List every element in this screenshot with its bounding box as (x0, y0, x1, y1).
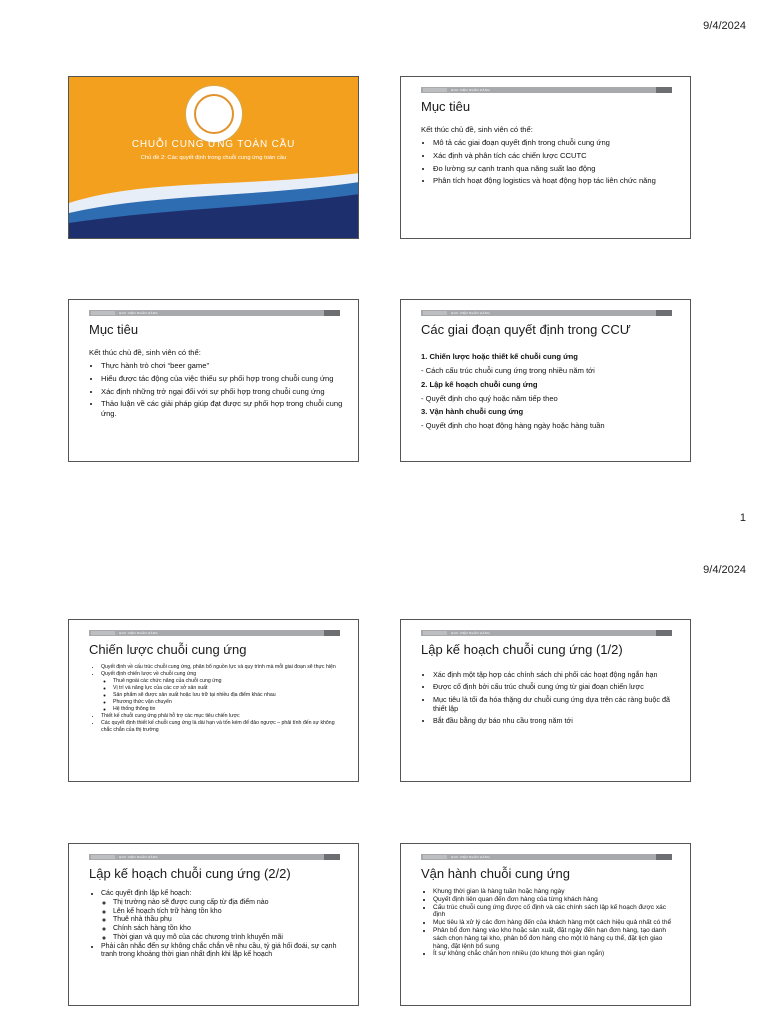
sub-list-item: ◦ Vị trí và năng lực của các cơ sở sản xuất (113, 685, 344, 692)
phase-description: - Quyết định cho hoạt động hàng ngày hoặc hàng tuần (421, 421, 605, 431)
list-item: • Quyết định về cấu trúc chuỗi cung ứng, phân bổ nguồn lực và quy trình mà mỗi giai đoạn sẽ thực hiện (101, 664, 344, 671)
list-item-label: Quyết định chiến lược về chuỗi cung ứng (101, 671, 197, 678)
list-item: • Xác định những trở ngại đối với sự phối hợp trong chuỗi cung ứng (101, 387, 344, 397)
list-item-label: Các quyết định lập kế hoạch: (101, 890, 192, 897)
objectives-intro: Kết thúc chủ đề, sinh viên có thể: (89, 348, 201, 357)
phase-description: - Quyết định cho quý hoặc năm tiếp theo (421, 393, 558, 403)
slide-2-objectives (400, 76, 691, 239)
slide-title: Lập kế hoạch chuỗi cung ứng (1/2) (421, 642, 623, 657)
sub-list-item: ◦ Thuê nhà thầu phụ (113, 916, 344, 925)
list-item: • Xác định một tập hợp các chính sách chi phối các hoạt động ngắn hạn (433, 670, 676, 679)
slide-title: Lập kế hoạch chuỗi cung ứng (2/2) (89, 866, 291, 881)
list-item: • Mô tả các giai đoạn quyết định trong chuỗi cung ứng (433, 138, 676, 148)
list-item: • Phải cân nhắc đến sự không chắc chắn về nhu cầu, tỷ giá hối đoái, sự cạnh tranh trong khoảng thời gian nhất định khi lập kế hoạch (101, 943, 344, 961)
phase-heading: 3. Vận hành chuỗi cung ứng (421, 407, 524, 417)
slide-header-bar: HỌC VIỆN NGÂN HÀNG (421, 87, 672, 93)
list-item: • Được cố định bởi cấu trúc chuỗi cung ứng từ giai đoạn chiến lược (433, 682, 676, 691)
academy-seal-icon (185, 85, 243, 143)
slide-1-title (68, 76, 359, 239)
slide-header-bar: HỌC VIỆN NGÂN HÀNG (421, 630, 672, 636)
slide-title: Mục tiêu (89, 322, 139, 337)
list-item: • Mục tiêu là xử lý các đơn hàng đến của khách hàng một cách hiệu quả nhất có thể (433, 919, 676, 927)
page1-number: 1 (739, 512, 746, 524)
list-item: • Thảo luận về các giải pháp giúp đạt được sự phối hợp trong chuỗi cung ứng. (101, 399, 344, 419)
phase-description: - Cách cấu trúc chuỗi cung ứng trong nhiều năm tới (421, 365, 595, 375)
phase-heading: 1. Chiến lược hoặc thiết kế chuỗi cung ứng (421, 352, 578, 361)
page2-date: 9/4/2024 (703, 564, 746, 576)
sub-list-item: ◦ Lên kế hoạch tích trữ hàng tồn kho (113, 908, 344, 917)
slide-3-objectives (68, 299, 359, 462)
slide-7-planning-2 (68, 843, 359, 1006)
list-item: • Xác định và phân tích các chiến lược CCUTC (433, 151, 676, 161)
slide-8-operation (400, 843, 691, 1006)
slide-title: Các giai đoạn quyết định trong CCƯ (421, 322, 631, 337)
list-item: • Đo lường sự cạnh tranh qua năng suất lao động (433, 164, 676, 174)
slide-title: Vận hành chuỗi cung ứng (421, 866, 570, 881)
slide-5-strategy (68, 619, 359, 782)
page1-date: 9/4/2024 (703, 20, 746, 32)
objectives-intro: Kết thúc chủ đề, sinh viên có thể: (421, 125, 533, 134)
list-item: • Các quyết định thiết kế chuỗi cung ứng là dài hạn và tốn kém để đảo ngược – phải tính đến sự không chắc chắn của thị trường (101, 720, 344, 734)
course-subtitle: Chủ đề 2: Các quyết định trong chuỗi cung ứng toàn cầu (140, 155, 287, 161)
list-item: • Phân bổ đơn hàng vào kho hoặc sản xuất, đặt ngày đến hạn đơn hàng, tạo danh sách chọn hàng tại kho, phân bổ đơn hàng cho một lô hàng cụ thể, đặt lịch giao hàng, đặt lệnh bổ sung (433, 927, 676, 950)
course-title: CHUỖI CUNG ỨNG TOÀN CẦU (131, 139, 296, 150)
list-item: • Mục tiêu là tối đa hóa thặng dư chuỗi cung ứng dựa trên các ràng buộc đã thiết lập (433, 695, 676, 714)
slide-header-bar: HỌC VIỆN NGÂN HÀNG (89, 310, 340, 316)
wave-decoration (69, 168, 359, 238)
slide-header-bar: HỌC VIỆN NGÂN HÀNG (89, 630, 340, 636)
list-item: • Thực hành trò chơi “beer game” (101, 361, 344, 371)
slide-header-bar: HỌC VIỆN NGÂN HÀNG (421, 854, 672, 860)
list-item (101, 890, 344, 943)
slide-header-bar: HỌC VIỆN NGÂN HÀNG (421, 310, 672, 316)
slide-6-planning-1 (400, 619, 691, 782)
list-item: • Quyết định liên quan đến đơn hàng của từng khách hàng (433, 896, 676, 904)
phase-heading: 2. Lập kế hoạch chuỗi cung ứng (421, 379, 538, 389)
sub-list-item: ◦ Thuê ngoài các chức năng của chuỗi cung ứng (113, 678, 344, 685)
list-item: • Thiết kế chuỗi cung ứng phải hỗ trợ các mục tiêu chiến lược (101, 713, 344, 720)
list-item: • Hiểu được tác động của việc thiếu sự phối hợp trong chuỗi cung ứng (101, 374, 344, 384)
slide-4-decision-phases (400, 299, 691, 462)
sub-list-item: ◦ Thị trường nào sẽ được cung cấp từ địa điểm nào (113, 899, 344, 908)
sub-list-item: ◦ Sản phẩm sẽ được sản xuất hoặc lưu trữ tại nhiều địa điểm khác nhau (113, 692, 344, 699)
list-item: • Cấu trúc chuỗi cung ứng được cố định và các chính sách lập kế hoạch được xác định (433, 904, 676, 920)
list-item: • Phân tích hoạt động logistics và hoạt động hợp tác liên chức năng (433, 176, 676, 186)
slide-header-bar: HỌC VIỆN NGÂN HÀNG (89, 854, 340, 860)
slide-title: Mục tiêu (421, 99, 471, 114)
list-item: • Bắt đầu bằng dự báo nhu cầu trong năm tới (433, 716, 676, 725)
sub-list-item: ◦ Chính sách hàng tồn kho (113, 925, 344, 934)
sub-list-item: ◦ Phương thức vận chuyển (113, 699, 344, 706)
sub-list-item: ◦ Thời gian và quy mô của các chương trình khuyến mãi (113, 934, 344, 943)
list-item (101, 671, 344, 713)
list-item: • Ít sự không chắc chắn hơn nhiều (do khung thời gian ngắn) (433, 950, 676, 958)
list-item: • Khung thời gian là hàng tuần hoặc hàng ngày (433, 888, 676, 896)
slide-title: Chiến lược chuỗi cung ứng (89, 642, 247, 657)
sub-list-item: ◦ Hệ thống thông tin (113, 706, 344, 713)
